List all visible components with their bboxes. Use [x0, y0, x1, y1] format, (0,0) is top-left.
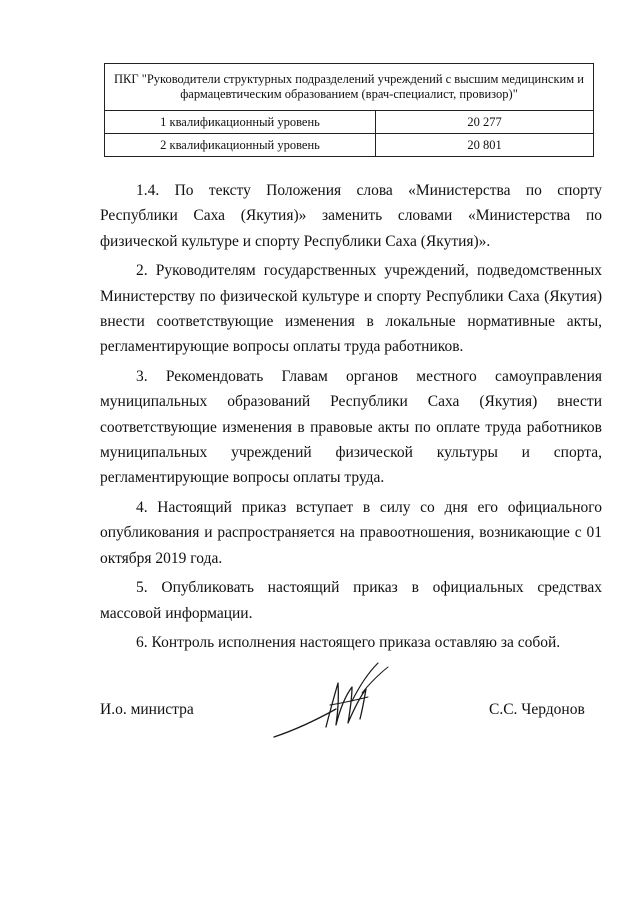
paragraph-3: 3. Рекомендовать Главам органов местного самоуправления муниципальных образований Республики Саха (Якутия) внести соответствующие изменения в правовые акты по оплате труда работников муниципальных учреждений физической культуры и спорта, регламентирующие вопросы оплаты труда. — [100, 367, 602, 487]
paragraph-1-4: 1.4. По тексту Положения слова «Министерства по спорту Республики Саха (Якутия)» заменить словами «Министерства по физической культуре и спорту Республики Саха (Якутия)». — [100, 182, 602, 250]
signatory-title: И.о. министра — [100, 701, 194, 718]
order-body — [100, 178, 602, 655]
signatory-name: С.С. Чердонов — [489, 701, 585, 718]
salary-value-cell: 20 277 — [376, 111, 594, 134]
paragraph-4: 4. Настоящий приказ вступает в силу со дня его официального опубликования и распространяется на правоотношения, возникающие с 01 октября 2019 года. — [100, 498, 602, 567]
salary-table — [104, 63, 594, 157]
paragraph-2: 2. Руководителям государственных учреждений, подведомственных Министерству по физической культуре и спорту Республики Саха (Якутия) внести соответствующие изменения в локальные нормативные акты, регламентирующие вопросы оплаты труда работников. — [100, 262, 602, 356]
group-header-cell: ПКГ "Руководители структурных подразделений учреждений с высшим медицинским и фармацевтическим образованием (врач-специалист, провизор)" — [105, 64, 594, 111]
level-cell: 2 квалификационный уровень — [105, 134, 376, 157]
paragraph-5: 5. Опубликовать настоящий приказ в официальных средствах массовой информации. — [100, 579, 602, 622]
handwritten-signature — [268, 653, 398, 745]
salary-value-cell: 20 801 — [376, 134, 594, 157]
table-row — [105, 134, 594, 157]
table-row — [105, 111, 594, 134]
paragraph-6: 6. Контроль исполнения настоящего приказа оставляю за собой. — [136, 633, 561, 651]
table-group-row — [105, 64, 594, 111]
level-cell: 1 квалификационный уровень — [105, 111, 376, 134]
